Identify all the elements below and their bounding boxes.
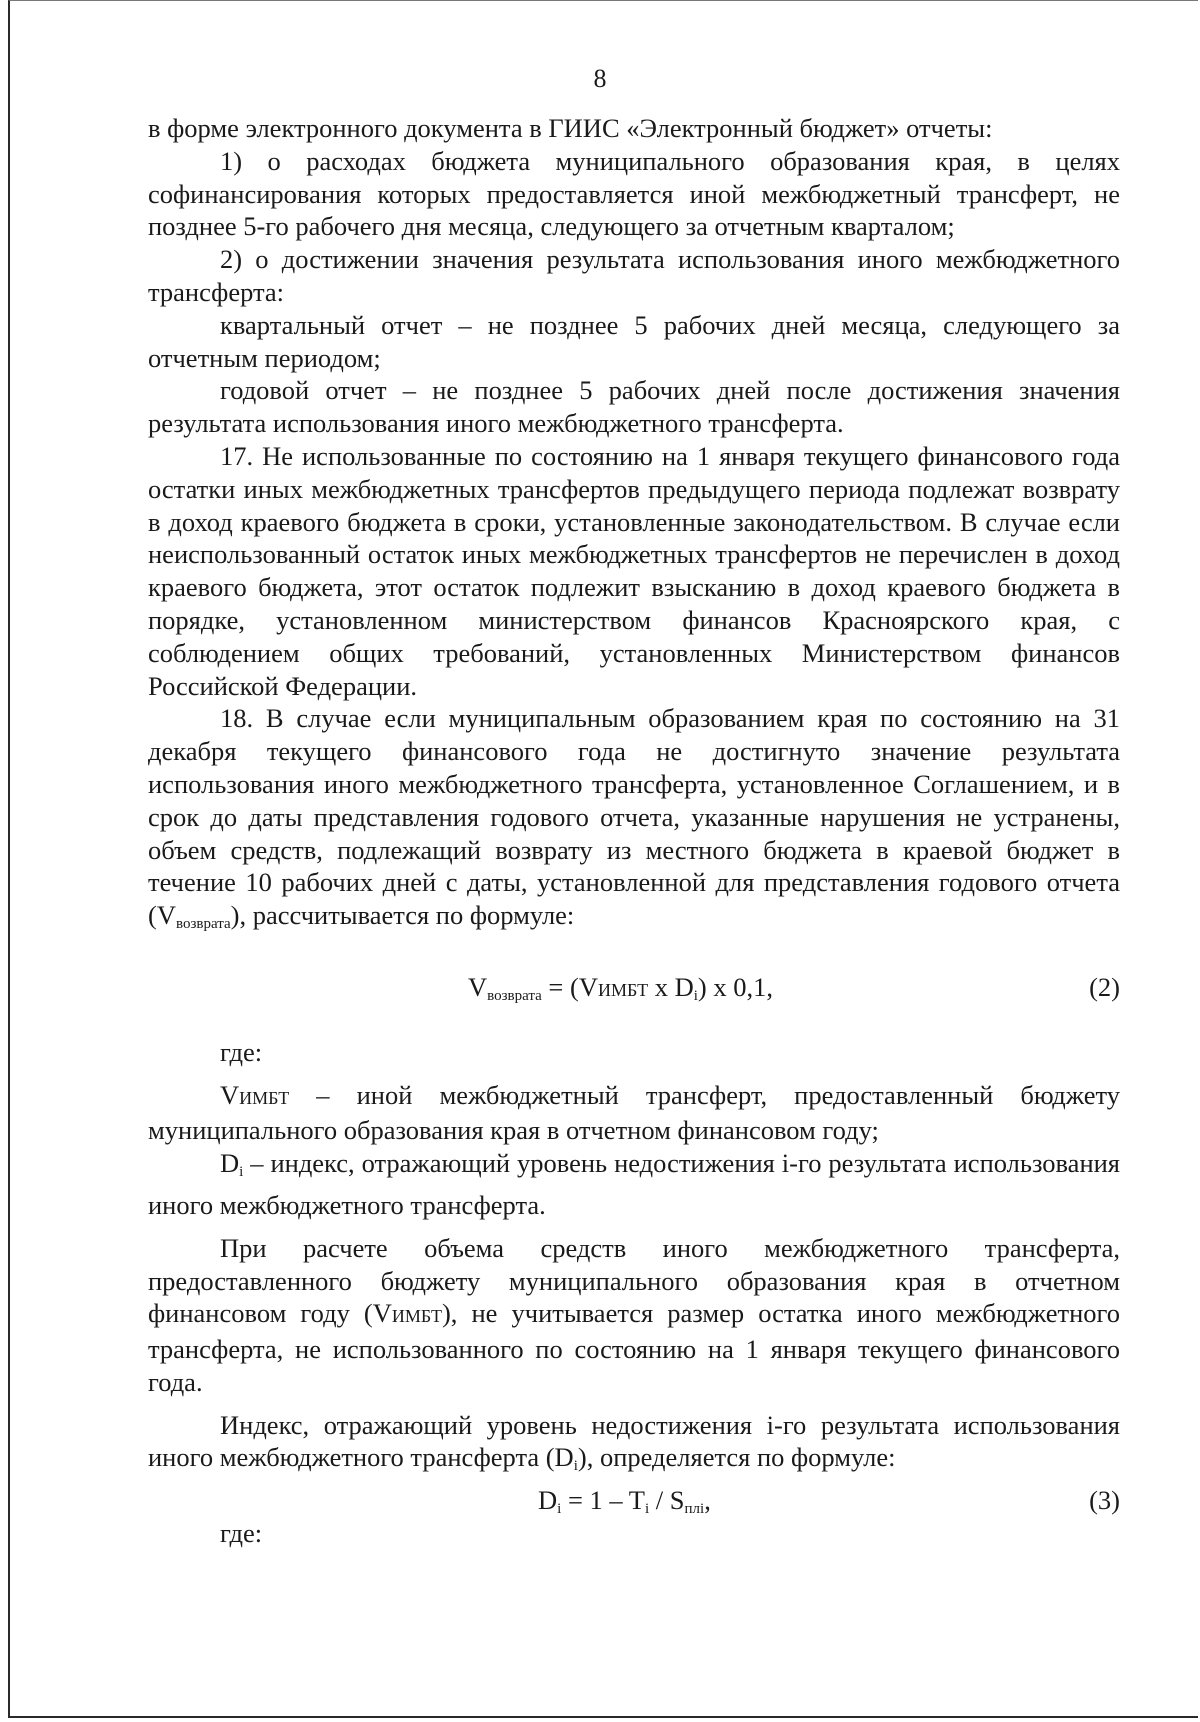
calculation-note: При расчете объема средств иного межбюджетного трансферта, предоставленного бюджету муниципального образования края в отчетном финансовом году (VИМБТ), не учитывается размер остатка иного межбюджетного трансферта, не использованного по состоянию на 1 января текущего финансового года. (148, 1232, 1120, 1397)
formula-2-expression: $V_{возврата}$ = (VИМБТ x $D_i$) x 0,1, (468, 971, 773, 1004)
item-1-expenses-report: 1) о расходах бюджета муниципального образования края, в целях софинансирования которых предоставляется иной межбюджетный трансферт, не позднее 5-го рабочего дня месяца, следующего за отчетным кварталом; (148, 145, 1120, 242)
document-body (148, 112, 1120, 1550)
section-18-text: 18. В случае если муниципальным образованием края по состоянию на 31 декабря текущего финансового года не достигнуто значение результата использования иного межбюджетного трансферта, установленное Соглашением, и в срок до даты представления годового отчета, указанные нарушения не устранены, объем средств, подлежащий возврату из местного бюджета в краевой бюджет в течение 10 рабочих дней с даты, установленной для представления годового отчета (V (148, 703, 1120, 931)
section-18-text-end: ), рассчитывается по формуле: (230, 900, 575, 931)
section-18-subscript: возврата (175, 916, 231, 933)
where-label-1: где: (220, 1036, 263, 1067)
page-number: 8 (593, 64, 607, 93)
intro-line: в форме электронного документа в ГИИС «Электронный бюджет» отчеты: (148, 113, 993, 143)
annual-report-deadline: годовой отчет – не позднее 5 рабочих дней после достижения значения результата использования иного межбюджетного трансферта. (148, 375, 1120, 439)
item-2-result-report: 2) о достижении значения результата использования иного межбюджетного трансферта: (148, 244, 1120, 307)
formula-2 (148, 971, 1120, 1004)
formula-3-expression: $D_i = 1 - T_i / S_{плi}$, (538, 1485, 711, 1518)
definition-d-i: $D_i$ – индекс, отражающий уровень недостижения i-го результата использования иного межбюджетного трансферта. (148, 1148, 1120, 1220)
formula-3-number: (3) (1089, 1485, 1120, 1516)
formula-3 (148, 1484, 1120, 1517)
quarterly-report-deadline: квартальный отчет – не позднее 5 рабочих дней месяца, следующего за отчетным периодом; (148, 309, 1120, 373)
formula-2-number: (2) (1089, 971, 1120, 1002)
index-intro: Индекс, отражающий уровень недостижения i-го результата использования иного межбюджетного трансферта $(D_i)$, определяется по формуле: (148, 1409, 1120, 1475)
section-18-paragraph (148, 702, 1120, 941)
definition-v-imbt: VИМБТ – иной межбюджетный трансферт, предоставленный бюджету муниципального образования края в отчетном финансовом году; (148, 1079, 1120, 1146)
where-label-2: где: (220, 1518, 263, 1549)
section-17-paragraph: 17. Не использованные по состоянию на 1 января текущего финансового года остатки иных межбюджетных трансфертов предыдущего периода подлежат возврату в доход краевого бюджета в сроки, установленные законодательством. В случае если неиспользованный остаток иных межбюджетных трансфертов не перечислен в доход краевого бюджета, этот остаток подлежит взысканию в доход краевого бюджета в порядке, установленном министерством финансов Красноярского края, с соблюдением общих требований, установленных Министерством финансов Российской Федерации. (148, 440, 1120, 701)
